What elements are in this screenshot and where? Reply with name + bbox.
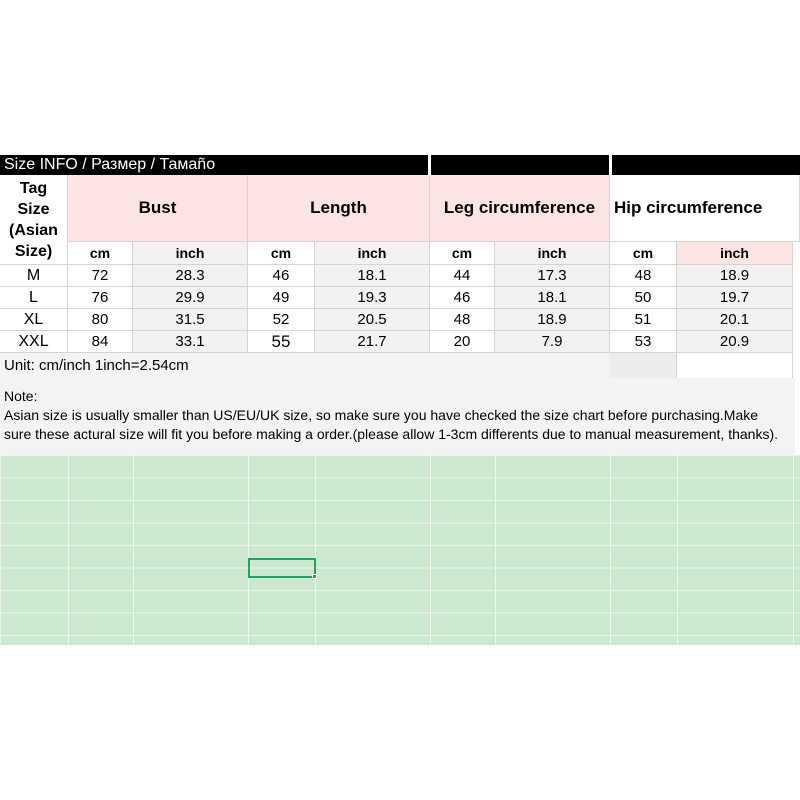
table-cell[interactable]: 21.7: [315, 331, 430, 353]
table-cell[interactable]: 18.1: [315, 265, 430, 287]
table-cell[interactable]: 29.9: [133, 287, 248, 309]
subheader-cm[interactable]: cm: [430, 242, 495, 265]
tag-size-header[interactable]: [0, 175, 68, 265]
size-label-cell[interactable]: L: [0, 287, 68, 309]
fill-handle[interactable]: [312, 574, 317, 579]
table-cell[interactable]: 48: [610, 265, 677, 287]
subheader-inch[interactable]: inch: [495, 242, 610, 265]
table-cell[interactable]: 28.3: [133, 265, 248, 287]
table-cell[interactable]: 49: [248, 287, 315, 309]
size-label-cell[interactable]: M: [0, 265, 68, 287]
subheader-inch[interactable]: inch: [315, 242, 430, 265]
table-cell[interactable]: 76: [68, 287, 133, 309]
empty-cell[interactable]: [677, 353, 793, 378]
table-cell[interactable]: 18.9: [495, 309, 610, 331]
header-length[interactable]: Length: [248, 175, 430, 242]
table-cell[interactable]: 31.5: [133, 309, 248, 331]
table-cell[interactable]: 52: [248, 309, 315, 331]
grid-line: [133, 455, 134, 645]
table-cell[interactable]: 33.1: [133, 331, 248, 353]
header-bust[interactable]: Bust: [68, 175, 248, 242]
unit-note[interactable]: Unit: cm/inch 1inch=2.54cm: [0, 353, 610, 378]
grid-line: [495, 455, 496, 645]
title-bar-segment: [431, 155, 609, 175]
table-cell[interactable]: 20.5: [315, 309, 430, 331]
table-cell[interactable]: 17.3: [495, 265, 610, 287]
grid-line: [315, 455, 316, 645]
table-cell[interactable]: 80: [68, 309, 133, 331]
empty-cell[interactable]: [610, 353, 677, 378]
table-cell[interactable]: 51: [610, 309, 677, 331]
subheader-cm[interactable]: cm: [610, 242, 677, 265]
tag-header-line: (Asian: [9, 221, 58, 239]
note-box[interactable]: [0, 378, 795, 455]
table-cell[interactable]: 20: [430, 331, 495, 353]
table-cell[interactable]: 48: [430, 309, 495, 331]
subheader-cm[interactable]: cm: [68, 242, 133, 265]
table-cell[interactable]: 19.3: [315, 287, 430, 309]
table-cell[interactable]: 46: [430, 287, 495, 309]
note-line: sure these actural size will fit you before making a order.(please allow 1-3cm differents due to manual measurement, thanks).: [4, 426, 779, 442]
note-label: Note:: [4, 388, 38, 404]
subheader-inch[interactable]: inch: [133, 242, 248, 265]
table-cell[interactable]: 84: [68, 331, 133, 353]
table-cell[interactable]: 20.9: [677, 331, 793, 353]
tag-header-line: Size: [17, 200, 50, 218]
subheader-inch[interactable]: inch: [677, 242, 793, 265]
table-cell[interactable]: 53: [610, 331, 677, 353]
grid-line: [430, 455, 431, 645]
selected-cell[interactable]: [248, 558, 316, 578]
table-cell[interactable]: 20.1: [677, 309, 793, 331]
header-leg-circumference[interactable]: Leg circumference: [430, 175, 610, 242]
subheader-cm[interactable]: cm: [248, 242, 315, 265]
tag-header-line: Size): [14, 242, 53, 260]
table-cell[interactable]: 46: [248, 265, 315, 287]
grid-line: [677, 455, 678, 645]
grid-line: [793, 455, 794, 645]
table-cell[interactable]: 55: [248, 331, 315, 353]
grid-line: [248, 455, 249, 645]
title-bar-segment: [612, 155, 800, 175]
size-label-cell[interactable]: XXL: [0, 331, 68, 353]
table-cell[interactable]: 50: [610, 287, 677, 309]
grid-line: [68, 455, 69, 645]
note-line: Asian size is usually smaller than US/EU/UK size, so make sure you have checked the size chart before purchasing.Make: [4, 407, 759, 423]
grid-line: [610, 455, 611, 645]
header-hip-circumference[interactable]: Hip circumference: [610, 175, 800, 242]
spreadsheet-grid-area: [0, 455, 800, 645]
size-label-cell[interactable]: XL: [0, 309, 68, 331]
table-cell[interactable]: 7.9: [495, 331, 610, 353]
tag-header-line: Tag: [19, 179, 48, 197]
table-cell[interactable]: 18.1: [495, 287, 610, 309]
table-cell[interactable]: 72: [68, 265, 133, 287]
table-cell[interactable]: 44: [430, 265, 495, 287]
table-cell[interactable]: 19.7: [677, 287, 793, 309]
table-cell[interactable]: 18.9: [677, 265, 793, 287]
page-title: Size INFO / Размер / Тамаño: [4, 156, 216, 173]
